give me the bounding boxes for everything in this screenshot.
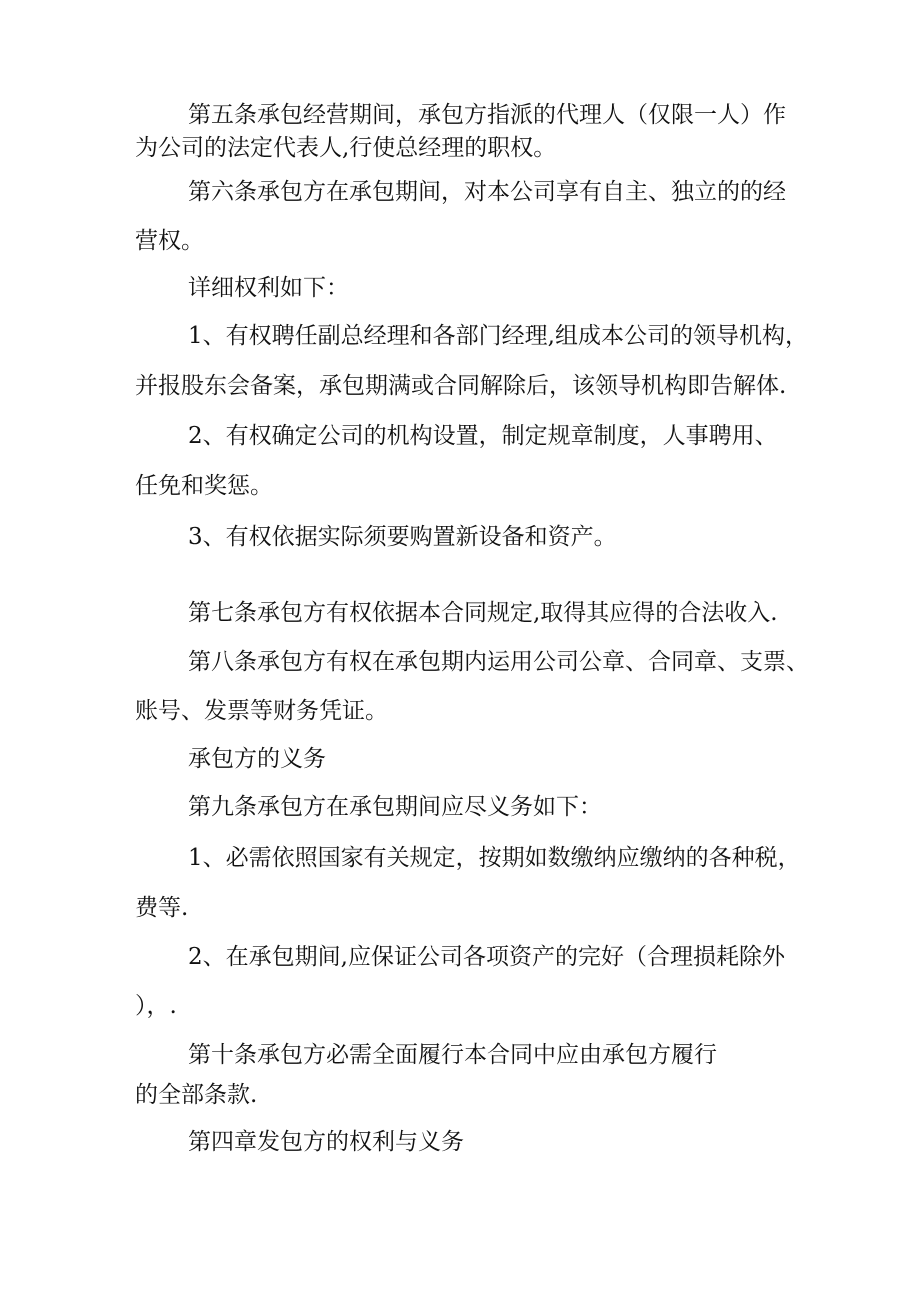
paragraph-article-5-line-1: 第五条承包经营期间，承包方指派的代理人（仅限一人）作 bbox=[188, 102, 786, 128]
paragraph-right-2-line-2: 任免和奖惩。 bbox=[135, 473, 273, 499]
paragraph-article-8-line-2: 账号、发票等财务凭证。 bbox=[135, 698, 388, 724]
paragraph-right-1-line-1: 1、有权聘任副总经理和各部门经理,组成本公司的领导机构， bbox=[188, 323, 808, 349]
paragraph-article-8-line-1: 第八条承包方有权在承包期内运用公司公章、合同章、支票、 bbox=[188, 649, 809, 675]
paragraph-right-2-line-1: 2、有权确定公司的机构设置，制定规章制度，人事聘用、 bbox=[188, 423, 778, 449]
paragraph-rights-intro: 详细权利如下： bbox=[188, 275, 349, 301]
paragraph-article-6-line-2: 营权。 bbox=[135, 228, 204, 254]
chapter-heading-4: 第四章发包方的权利与义务 bbox=[188, 1129, 464, 1155]
paragraph-article-6-line-1: 第六条承包方在承包期间，对本公司享有自主、独立的的经 bbox=[188, 179, 786, 205]
paragraph-right-1-line-2: 并报股东会备案，承包期满或合同解除后，该领导机构即告解体. bbox=[135, 373, 787, 399]
paragraph-duty-1-line-1: 1、必需依照国家有关规定，按期如数缴纳应缴纳的各种税， bbox=[188, 845, 801, 871]
paragraph-article-9: 第九条承包方在承包期间应尽义务如下： bbox=[188, 794, 602, 820]
paragraph-article-10-line-2: 的全部条款. bbox=[135, 1082, 258, 1108]
paragraph-duty-2-line-2: ），. bbox=[135, 993, 177, 1019]
paragraph-article-7: 第七条承包方有权依据本合同规定,取得其应得的合法收入. bbox=[188, 600, 778, 626]
section-heading-contractor-duties: 承包方的义务 bbox=[188, 746, 326, 772]
paragraph-duty-1-line-2: 费等. bbox=[135, 895, 189, 921]
paragraph-article-10-line-1: 第十条承包方必需全面履行本合同中应由承包方履行 bbox=[188, 1042, 717, 1068]
paragraph-duty-2-line-1: 2、在承包期间,应保证公司各项资产的完好（合理损耗除外 bbox=[188, 944, 785, 970]
paragraph-right-3: 3、有权依据实际须要购置新设备和资产。 bbox=[188, 524, 617, 550]
paragraph-article-5-line-2: 为公司的法定代表人,行使总经理的职权。 bbox=[135, 135, 557, 161]
